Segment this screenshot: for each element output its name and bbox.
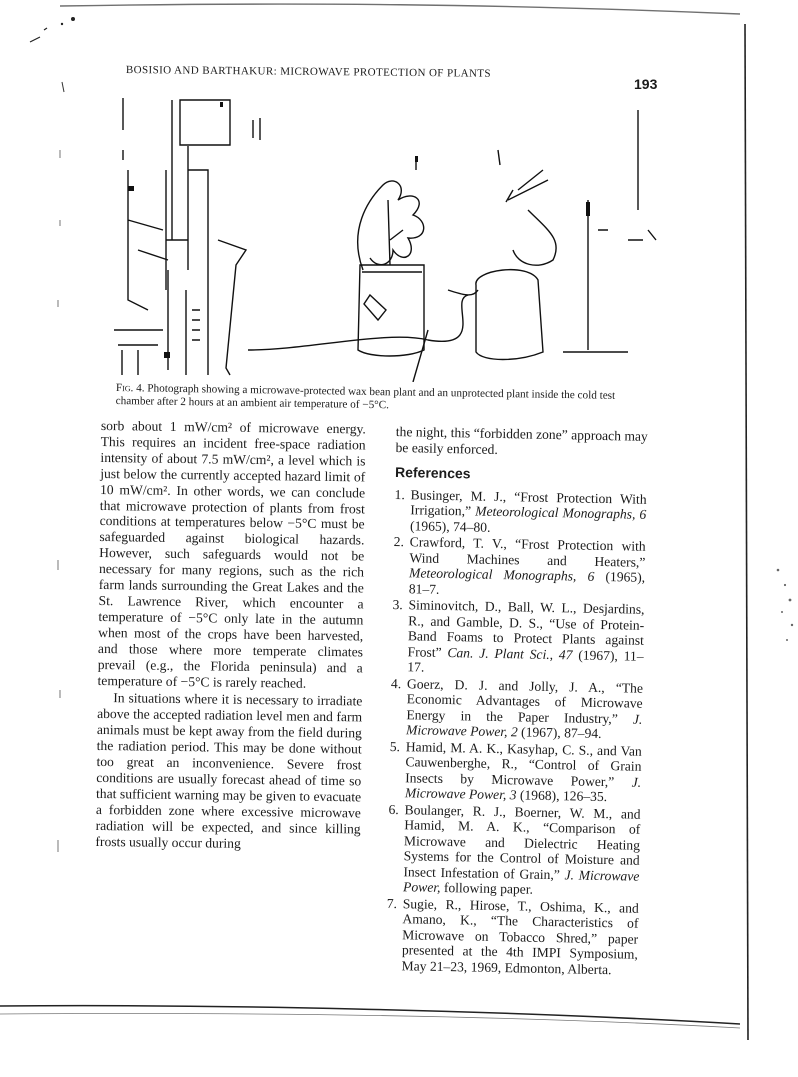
reference-symposium-abbrev: IMPI (532, 944, 562, 961)
references-heading: References (394, 463, 471, 482)
reference-number: 2. (393, 533, 405, 550)
reference-journal: J. Microwave Power, (402, 866, 640, 895)
reference-tail: (1967), 87–94. (517, 724, 602, 742)
reference-number: 1. (394, 486, 406, 502)
reference-journal: J. Microwave Power, 3 (404, 774, 642, 803)
reference-text: Businger, M. J., “Frost Protection With Irrigation,” (410, 486, 647, 519)
figure-caption-text: Photograph showing a microwave-protected wax bean plant and an unprotected plant inside the cold test chamber after 2 hours at an ambient air temperature of −5°C. (115, 382, 616, 412)
reference-tail: (1965), 74–80. (409, 517, 491, 535)
reference-list (385, 486, 646, 977)
reference-text: Goerz, D. J. and Jolly, J. A., “The Economic Advantages of Microwave Energy in the Paper Industry,” (406, 675, 644, 727)
reference-text: Sugie, R., Hirose, T., Oshima, K., and Amano, K., “The Characteristics of Microwave on Tobacco Shred,” paper presented at the 4th (401, 895, 639, 960)
reference-item (394, 486, 647, 537)
reference-text: Hamid, M. A. K., Kasyhap, C. S., and Van Cauwenberghe, R., “Control of Grain Insects by Microwave Power,” (405, 738, 642, 790)
figure-photograph (108, 90, 663, 382)
reference-text: Boulanger, R. J., Boerner, W. M., and Hamid, M. A. K., “Comparison of Microwave and Dielectric Heating Systems for the Control of Moisture and Insect Infestation of Grain,” (403, 801, 641, 882)
body-paragraph: sorb about 1 mW/cm² of microwave energy. This requires an incident free-space radiation intensity of about 7.5 mW/cm², a level which is just below the currently accepted hazard limit of 10 mW/cm². In other words, we can conclude that microwave protection of plants from frost conditions at temperatures below −5°C must be safeguarded against biological hazards. However, such safeguards would not be necessary for many regions, such as the rich farm lands surrounding the Great Lakes and the St. Lawrence River, which encounter a temperature of −5°C only late in the autumn when most of the crops have been harvested, and those where more temperate climates prevail (e.g., the Florida peninsula) and a temperature of −5°C is rarely reached. (97, 418, 366, 691)
reference-number: 6. (388, 801, 399, 817)
reference-text: Crawford, T. V., “Frost Protection with Wind Machines and Heaters,” (409, 534, 646, 570)
running-title: BOSISIO AND BARTHAKUR: MICROWAVE PROTECTION OF PLANTS (125, 64, 492, 80)
body-paragraph-continuation: the night, this “forbidden zone” approach may be easily enforced. (395, 424, 648, 457)
left-column (95, 418, 366, 853)
reference-tail: following paper. (440, 879, 534, 897)
reference-number: 4. (390, 675, 402, 691)
body-paragraph: In situations where it is necessary to irradiate above the accepted radiation level men and farm animals must be kept away from the field during the radiation period. This may be done without too great an inconvenience. Severe frost conditions are usually forecast ahead of time so that sufficient warning may be given to evacuate a forbidden zone where excessive microwave radiation will be expected, and since killing frosts usually occur during (95, 690, 363, 851)
reference-journal: Can. J. Plant Sci., 47 (447, 644, 573, 662)
reference-number: 5. (389, 738, 401, 754)
reference-number: 3. (392, 596, 403, 613)
reference-tail: (1965), 81–7. (408, 568, 646, 597)
reference-item (387, 801, 641, 899)
reference-item (385, 895, 638, 977)
reference-item (393, 534, 646, 601)
reference-tail: (1967), 11–17. (407, 646, 644, 675)
reference-item (390, 675, 643, 742)
figure-label: Fig. 4. (115, 382, 145, 395)
reference-item (389, 738, 642, 805)
page-number: 193 (634, 76, 658, 92)
reference-journal: Meteorological Monographs, 6 (475, 503, 647, 522)
running-header (126, 64, 666, 82)
reference-journal: J. Microwave Power, 2 (405, 711, 643, 740)
reference-journal: Meteorological Monographs, 6 (409, 565, 595, 584)
reference-text: Siminovitch, D., Ball, W. L., Desjardins, R., and Gamble, D. S., “Use of Protein-Band Foams to Protect Plants against Frost” (407, 597, 645, 660)
figure-caption (116, 382, 656, 416)
reference-tail: (1968), 126–35. (516, 787, 608, 805)
right-column (385, 424, 648, 979)
reference-item (391, 597, 644, 679)
reference-tail: Symposium, May 21–23, 1969, Edmonton, Alberta. (401, 945, 639, 977)
reference-number: 7. (386, 895, 398, 911)
